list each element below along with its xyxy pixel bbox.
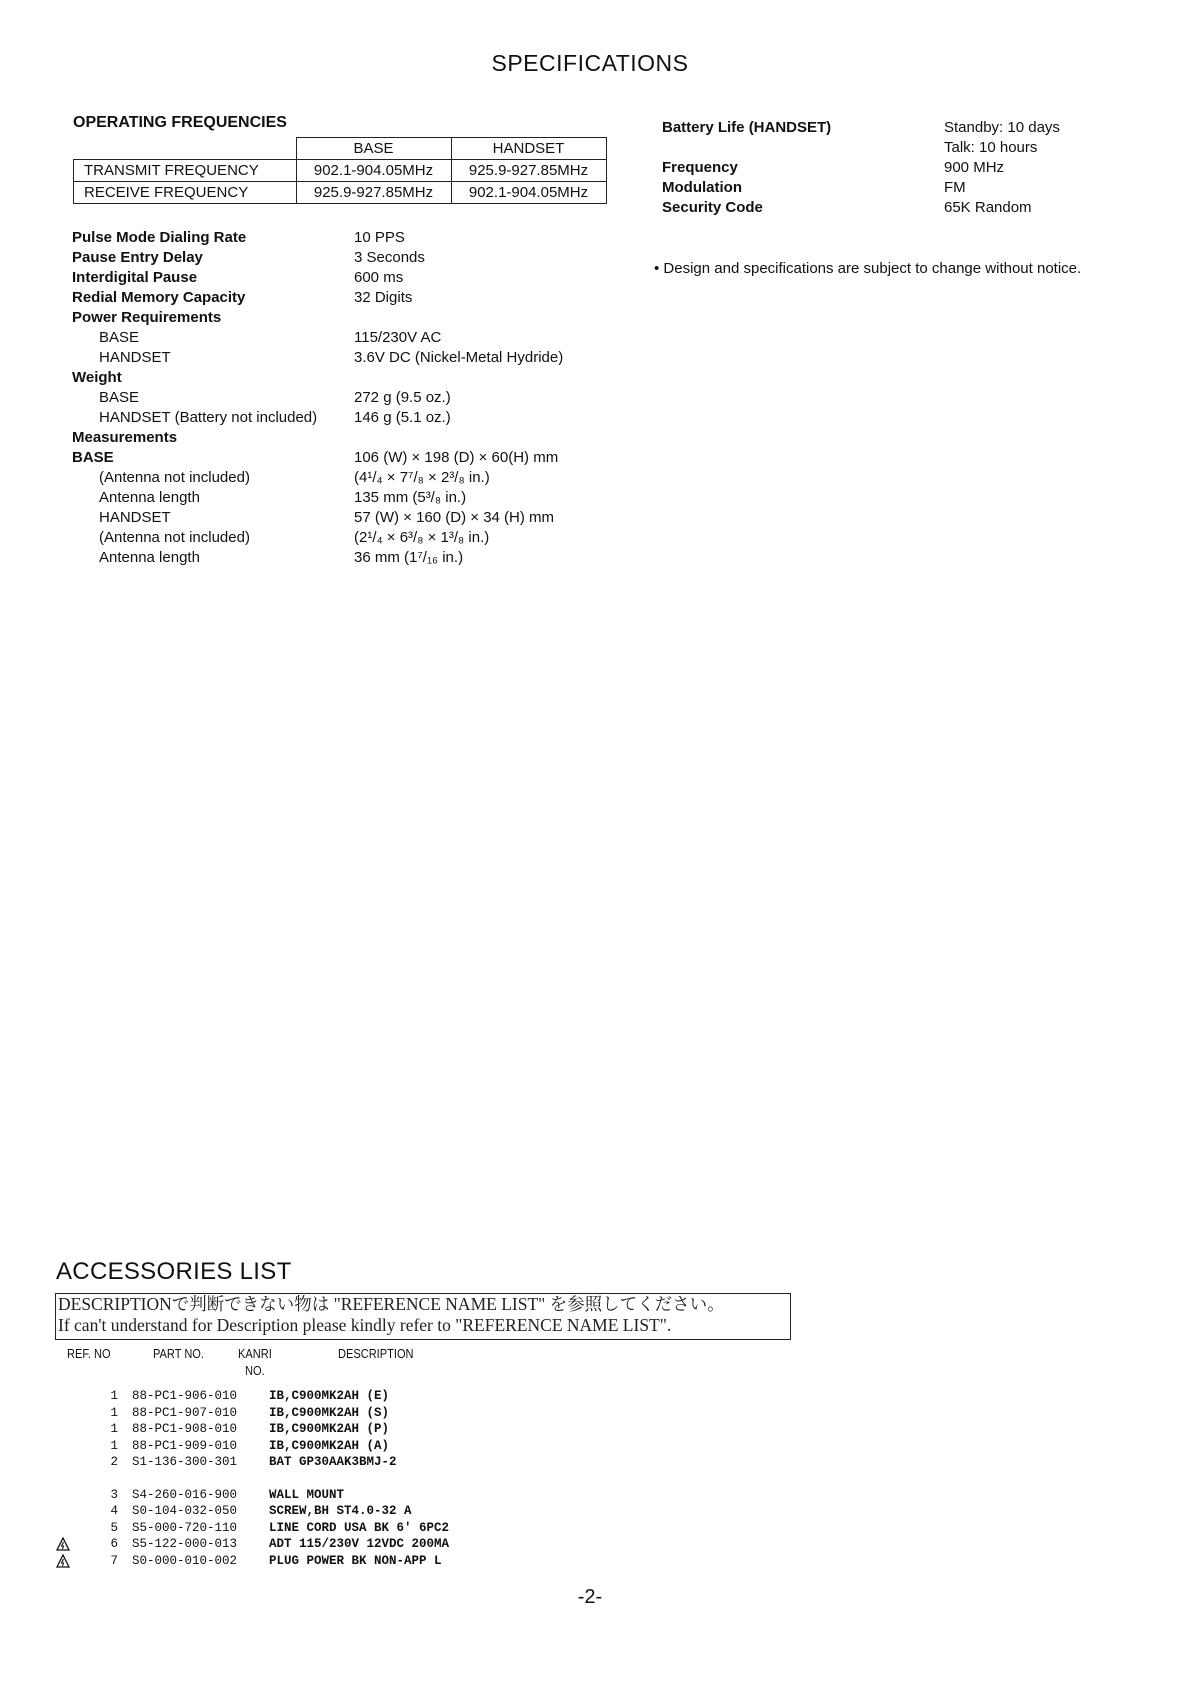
column-description: DESCRIPTION: [338, 1346, 414, 1361]
accessory-ref-no: 1: [110, 1422, 118, 1436]
accessory-row: [56, 1520, 616, 1536]
accessory-ref-no: 3: [110, 1487, 118, 1502]
spec-value: 146 g (5.1 oz.): [354, 409, 451, 426]
spec-value: 106 (W) × 198 (D) × 60(H) mm: [354, 449, 559, 466]
frequency-column-handset: HANDSET: [451, 138, 606, 160]
change-notice: • Design and specifications are subject to change without notice.: [654, 260, 1082, 277]
right-spec-label: Modulation: [662, 179, 742, 196]
frequency-row: [74, 182, 607, 204]
accessory-row: [56, 1405, 616, 1421]
accessory-part-no: 88-PC1-908-010: [132, 1422, 238, 1436]
column-ref-no: REF. NO: [67, 1346, 111, 1361]
accessory-part-no: S5-122-000-013: [132, 1537, 238, 1551]
page-number: -2-: [577, 1586, 603, 1608]
accessory-part-no: S5-000-720-110: [132, 1520, 238, 1535]
spec-value: (4¹/₄ × 7⁷/₈ × 2³/₈ in.): [354, 469, 490, 486]
accessory-row: [56, 1388, 616, 1404]
accessory-description: IB,C900MK2AH (E): [269, 1389, 390, 1403]
spec-label: (Antenna not included): [99, 469, 250, 486]
spec-value: 57 (W) × 160 (D) × 34 (H) mm: [354, 509, 555, 526]
spec-label: HANDSET: [99, 349, 171, 366]
accessory-part-no: 88-PC1-906-010: [132, 1389, 238, 1403]
spec-label: Pulse Mode Dialing Rate: [72, 229, 247, 246]
accessory-description: IB,C900MK2AH (S): [269, 1405, 390, 1420]
spec-label: Weight: [72, 369, 122, 386]
spec-value: 36 mm (1⁷/₁₆ in.): [354, 549, 464, 566]
right-spec-label: Security Code: [662, 199, 763, 216]
frequency-handset-value: 925.9-927.85MHz: [451, 160, 606, 182]
spec-value: (2¹/₄ × 6³/₈ × 1³/₈ in.): [354, 529, 490, 546]
accessory-part-no: S1-136-300-301: [132, 1455, 238, 1469]
right-spec-label: Frequency: [662, 159, 738, 176]
right-specifications: [662, 118, 1122, 218]
reference-notice-box: [55, 1293, 791, 1340]
accessory-ref-no: 1: [110, 1405, 118, 1420]
accessory-ref-no: 1: [110, 1389, 118, 1403]
accessory-row: [56, 1421, 616, 1437]
accessory-ref-no: 7: [110, 1553, 118, 1568]
frequency-base-value: 925.9-927.85MHz: [296, 182, 451, 204]
page-title: SPECIFICATIONS: [491, 50, 689, 76]
spec-value: 115/230V AC: [354, 329, 442, 346]
accessories-heading: ACCESSORIES LIST: [56, 1258, 292, 1285]
accessory-part-no: 88-PC1-909-010: [132, 1438, 238, 1453]
column-part-no: PART NO.: [153, 1346, 204, 1361]
right-spec-value: Standby: 10 days: [944, 119, 1060, 136]
spec-label: HANDSET: [99, 509, 171, 526]
column-kanri: KANRI: [238, 1346, 272, 1361]
spec-label: Antenna length: [99, 549, 200, 566]
accessory-ref-no: 5: [110, 1520, 118, 1535]
spec-label: BASE: [99, 329, 140, 346]
accessory-description: IB,C900MK2AH (A): [269, 1438, 390, 1453]
spec-value: 272 g (9.5 oz.): [354, 389, 451, 406]
spec-label: (Antenna not included): [99, 529, 250, 546]
spec-value: 32 Digits: [354, 289, 413, 306]
accessory-ref-no: 2: [110, 1455, 118, 1469]
accessory-part-no: S0-104-032-050: [132, 1504, 238, 1518]
spec-value: 600 ms: [354, 269, 404, 286]
accessory-description: IB,C900MK2AH (P): [269, 1422, 390, 1436]
accessory-row: [56, 1553, 616, 1569]
spec-label: BASE: [72, 449, 114, 466]
accessory-ref-no: 1: [110, 1438, 118, 1453]
accessory-row: [56, 1438, 616, 1454]
spec-label: HANDSET (Battery not included): [99, 409, 318, 426]
accessories-list: [56, 1388, 616, 1578]
accessory-ref-no: 4: [110, 1504, 118, 1518]
right-spec-label: Battery Life (HANDSET): [662, 119, 832, 136]
column-kanri-no: NO.: [245, 1363, 265, 1378]
accessory-ref-no: 6: [110, 1537, 118, 1551]
right-spec-value: 900 MHz: [944, 159, 1005, 176]
right-spec-value: Talk: 10 hours: [944, 139, 1038, 156]
spec-value: 3.6V DC (Nickel-Metal Hydride): [354, 349, 564, 366]
frequency-row: [74, 160, 607, 182]
reference-notice-japanese: DESCRIPTIONで判断できない物は "REFERENCE NAME LIST" を参照してください。: [58, 1294, 725, 1314]
accessory-description: BAT GP30AAK3BMJ-2: [269, 1455, 397, 1469]
frequency-row-label: RECEIVE FREQUENCY: [74, 182, 297, 204]
accessory-description: LINE CORD USA BK 6' 6PC2: [269, 1520, 450, 1535]
spec-value: 135 mm (5³/₈ in.): [354, 489, 467, 506]
right-spec-value: FM: [944, 179, 966, 196]
accessory-part-no: S4-260-016-900: [132, 1487, 238, 1502]
accessory-row: [56, 1536, 616, 1552]
accessory-description: WALL MOUNT: [269, 1487, 345, 1502]
spec-label: Antenna length: [99, 489, 200, 506]
frequency-table: [73, 137, 607, 204]
frequency-column-base: BASE: [296, 138, 451, 160]
frequency-table-corner: [74, 138, 297, 160]
reference-notice-english: If can't understand for Description please kindly refer to "REFERENCE NAME LIST".: [58, 1315, 672, 1335]
accessory-row: [56, 1503, 616, 1519]
spec-label: Power Requirements: [72, 309, 222, 326]
accessory-description: SCREW,BH ST4.0-32 A: [269, 1504, 412, 1518]
operating-frequencies-heading: OPERATING FREQUENCIES: [73, 114, 287, 131]
spec-label: Interdigital Pause: [72, 269, 198, 286]
accessory-row: [56, 1454, 616, 1470]
accessory-row: [56, 1487, 616, 1503]
right-spec-value: 65K Random: [944, 199, 1032, 216]
accessory-part-no: 88-PC1-907-010: [132, 1405, 238, 1420]
spec-value: 10 PPS: [354, 229, 405, 246]
accessory-description: PLUG POWER BK NON-APP L: [269, 1553, 442, 1568]
spec-value: 3 Seconds: [354, 249, 425, 266]
frequency-row-label: TRANSMIT FREQUENCY: [74, 160, 297, 182]
accessory-description: ADT 115/230V 12VDC 200MA: [269, 1537, 450, 1551]
spec-label: Pause Entry Delay: [72, 249, 203, 266]
accessory-part-no: S0-000-010-002: [132, 1553, 238, 1568]
spec-label: Measurements: [72, 429, 178, 446]
spec-label: BASE: [99, 389, 140, 406]
frequency-handset-value: 902.1-904.05MHz: [451, 182, 606, 204]
spec-label: Redial Memory Capacity: [72, 289, 246, 306]
frequency-base-value: 902.1-904.05MHz: [296, 160, 451, 182]
specifications-list: [72, 228, 632, 588]
